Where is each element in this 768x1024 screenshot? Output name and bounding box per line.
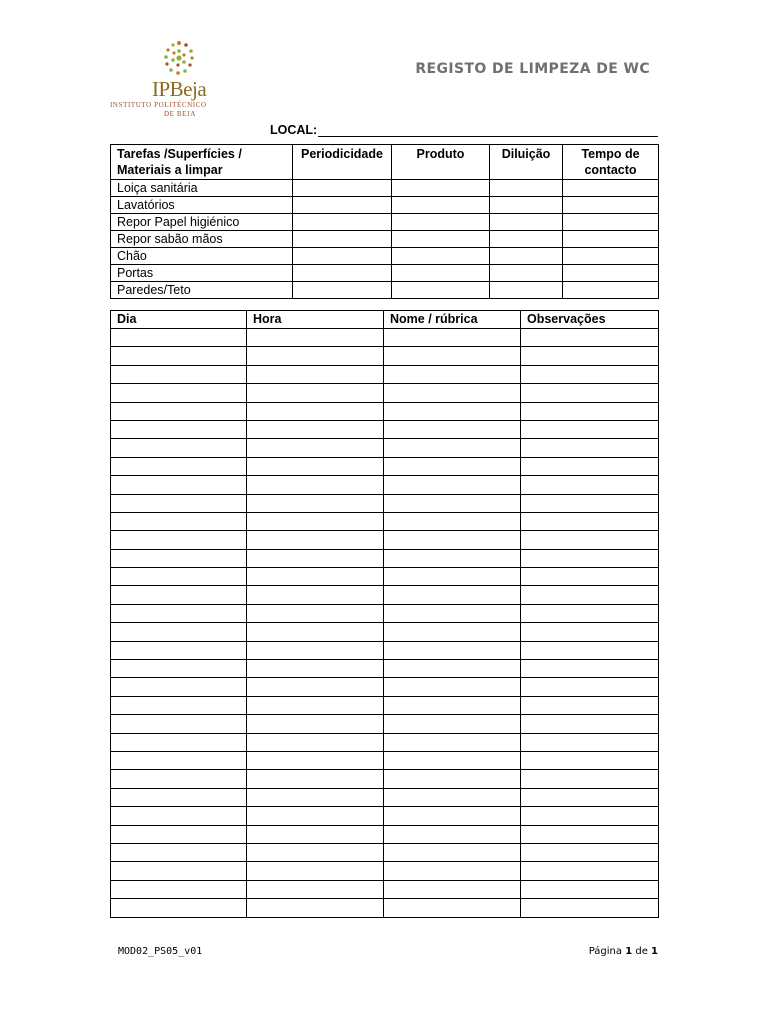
log-day-cell[interactable] <box>111 494 247 512</box>
log-notes-cell[interactable] <box>521 604 659 622</box>
log-row <box>111 549 659 567</box>
log-notes-cell[interactable] <box>521 623 659 641</box>
log-table-body <box>111 329 659 918</box>
log-notes-cell[interactable] <box>521 825 659 843</box>
task-dilution-cell[interactable] <box>490 248 563 265</box>
page-of: de <box>635 946 648 957</box>
header-tasks-line2: Materiais a limpar <box>117 163 223 177</box>
logo-name: IPBeja <box>152 77 207 101</box>
local-field <box>270 119 658 137</box>
log-name-cell[interactable] <box>384 751 521 769</box>
log-name-cell[interactable] <box>384 678 521 696</box>
log-day-cell[interactable] <box>111 586 247 604</box>
log-time-cell[interactable] <box>247 439 384 457</box>
header-time: Hora <box>247 311 384 329</box>
log-notes-cell[interactable] <box>521 770 659 788</box>
log-day-cell[interactable] <box>111 476 247 494</box>
log-day-cell[interactable] <box>111 751 247 769</box>
log-day-cell[interactable] <box>111 604 247 622</box>
log-row <box>111 623 659 641</box>
log-row <box>111 788 659 806</box>
task-name: Chão <box>111 248 293 265</box>
log-day-cell[interactable] <box>111 531 247 549</box>
log-time-cell[interactable] <box>247 715 384 733</box>
log-table-header-row <box>111 311 659 329</box>
task-row <box>111 248 659 265</box>
header-product: Produto <box>392 145 490 180</box>
log-day-cell[interactable] <box>111 807 247 825</box>
log-row <box>111 531 659 549</box>
log-notes-cell[interactable] <box>521 494 659 512</box>
log-notes-cell[interactable] <box>521 384 659 402</box>
log-name-cell[interactable] <box>384 696 521 714</box>
task-row <box>111 265 659 282</box>
task-name: Portas <box>111 265 293 282</box>
log-time-cell[interactable] <box>247 770 384 788</box>
form-code: MOD02_PS05_v01 <box>118 946 203 957</box>
log-row <box>111 733 659 751</box>
header-name-signature: Nome / rúbrica <box>384 311 521 329</box>
task-product-cell[interactable] <box>392 231 490 248</box>
log-time-cell[interactable] <box>247 751 384 769</box>
log-day-cell[interactable] <box>111 420 247 438</box>
log-day-cell[interactable] <box>111 733 247 751</box>
log-row <box>111 329 659 347</box>
header-contact-line2: contacto <box>584 163 637 177</box>
logo-subtitle-line1: INSTITUTO POLITÉCNICO <box>110 101 207 109</box>
log-time-cell[interactable] <box>247 586 384 604</box>
header-tasks <box>111 145 293 180</box>
log-name-cell[interactable] <box>384 586 521 604</box>
task-row <box>111 231 659 248</box>
log-day-cell[interactable] <box>111 457 247 475</box>
log-notes-cell[interactable] <box>521 660 659 678</box>
log-name-cell[interactable] <box>384 623 521 641</box>
log-notes-cell[interactable] <box>521 402 659 420</box>
log-notes-cell[interactable] <box>521 880 659 898</box>
task-row <box>111 197 659 214</box>
log-notes-cell[interactable] <box>521 641 659 659</box>
log-notes-cell[interactable] <box>521 457 659 475</box>
log-name-cell[interactable] <box>384 899 521 917</box>
task-row <box>111 214 659 231</box>
log-name-cell[interactable] <box>384 420 521 438</box>
log-notes-cell[interactable] <box>521 862 659 880</box>
log-notes-cell[interactable] <box>521 347 659 365</box>
log-day-cell[interactable] <box>111 347 247 365</box>
log-name-cell[interactable] <box>384 770 521 788</box>
log-row <box>111 420 659 438</box>
log-notes-cell[interactable] <box>521 365 659 383</box>
log-row <box>111 715 659 733</box>
task-dilution-cell[interactable] <box>490 214 563 231</box>
task-name: Repor Papel higiénico <box>111 214 293 231</box>
task-product-cell[interactable] <box>392 214 490 231</box>
log-time-cell[interactable] <box>247 329 384 347</box>
task-product-cell[interactable] <box>392 197 490 214</box>
log-name-cell[interactable] <box>384 880 521 898</box>
header-contact-line1: Tempo de <box>581 147 640 161</box>
task-periodicity-cell[interactable] <box>293 248 392 265</box>
log-notes-cell[interactable] <box>521 807 659 825</box>
log-day-cell[interactable] <box>111 384 247 402</box>
log-day-cell[interactable] <box>111 439 247 457</box>
task-periodicity-cell[interactable] <box>293 231 392 248</box>
task-contact-cell[interactable] <box>563 248 659 265</box>
log-time-cell[interactable] <box>247 568 384 586</box>
task-product-cell[interactable] <box>392 248 490 265</box>
log-row <box>111 494 659 512</box>
log-day-cell[interactable] <box>111 623 247 641</box>
task-contact-cell[interactable] <box>563 231 659 248</box>
header-day: Dia <box>111 311 247 329</box>
log-notes-cell[interactable] <box>521 531 659 549</box>
log-time-cell[interactable] <box>247 365 384 383</box>
log-time-cell[interactable] <box>247 696 384 714</box>
log-day-cell[interactable] <box>111 660 247 678</box>
log-row <box>111 439 659 457</box>
log-row <box>111 678 659 696</box>
task-contact-cell[interactable] <box>563 282 659 299</box>
header-periodicity: Periodicidade <box>293 145 392 180</box>
task-name: Paredes/Teto <box>111 282 293 299</box>
log-row <box>111 696 659 714</box>
log-row <box>111 457 659 475</box>
log-name-cell[interactable] <box>384 660 521 678</box>
log-row <box>111 751 659 769</box>
task-product-cell[interactable] <box>392 265 490 282</box>
ipbeja-logo <box>108 40 220 120</box>
log-row <box>111 402 659 420</box>
log-time-cell[interactable] <box>247 402 384 420</box>
log-row <box>111 862 659 880</box>
document-title: REGISTO DE LIMPEZA DE WC <box>415 61 650 77</box>
log-day-cell[interactable] <box>111 899 247 917</box>
log-name-cell[interactable] <box>384 439 521 457</box>
log-row <box>111 880 659 898</box>
header-notes: Observações <box>521 311 659 329</box>
log-time-cell[interactable] <box>247 384 384 402</box>
log-name-cell[interactable] <box>384 384 521 402</box>
log-name-cell[interactable] <box>384 862 521 880</box>
log-day-cell[interactable] <box>111 788 247 806</box>
log-name-cell[interactable] <box>384 347 521 365</box>
log-day-cell[interactable] <box>111 825 247 843</box>
log-day-cell[interactable] <box>111 365 247 383</box>
log-notes-cell[interactable] <box>521 733 659 751</box>
log-time-cell[interactable] <box>247 347 384 365</box>
log-time-cell[interactable] <box>247 807 384 825</box>
log-notes-cell[interactable] <box>521 329 659 347</box>
task-contact-cell[interactable] <box>563 180 659 197</box>
log-day-cell[interactable] <box>111 402 247 420</box>
log-row <box>111 660 659 678</box>
log-time-cell[interactable] <box>247 641 384 659</box>
log-row <box>111 604 659 622</box>
log-notes-cell[interactable] <box>521 549 659 567</box>
log-time-cell[interactable] <box>247 531 384 549</box>
ipbeja-dots-emblem-icon <box>162 40 196 78</box>
log-row <box>111 843 659 861</box>
header-contact-time <box>563 145 659 180</box>
page-total: 1 <box>651 946 658 957</box>
log-day-cell[interactable] <box>111 641 247 659</box>
log-name-cell[interactable] <box>384 568 521 586</box>
task-row <box>111 282 659 299</box>
log-name-cell[interactable] <box>384 843 521 861</box>
log-day-cell[interactable] <box>111 512 247 530</box>
log-time-cell[interactable] <box>247 623 384 641</box>
log-day-cell[interactable] <box>111 568 247 586</box>
log-day-cell[interactable] <box>111 862 247 880</box>
cleaning-log-table <box>110 310 659 918</box>
log-row <box>111 641 659 659</box>
logo-subtitle-line2: DE BEJA <box>164 110 197 118</box>
log-time-cell[interactable] <box>247 476 384 494</box>
log-time-cell[interactable] <box>247 843 384 861</box>
log-name-cell[interactable] <box>384 329 521 347</box>
log-time-cell[interactable] <box>247 457 384 475</box>
log-notes-cell[interactable] <box>521 899 659 917</box>
log-notes-cell[interactable] <box>521 568 659 586</box>
header-tasks-line1: Tarefas /Superfícies / <box>117 147 242 161</box>
log-time-cell[interactable] <box>247 862 384 880</box>
log-name-cell[interactable] <box>384 512 521 530</box>
log-time-cell[interactable] <box>247 604 384 622</box>
log-time-cell[interactable] <box>247 660 384 678</box>
local-label: LOCAL: <box>270 123 318 137</box>
log-name-cell[interactable] <box>384 715 521 733</box>
log-name-cell[interactable] <box>384 494 521 512</box>
page-label: Página <box>588 946 622 957</box>
task-product-cell[interactable] <box>392 180 490 197</box>
task-dilution-cell[interactable] <box>490 231 563 248</box>
log-row <box>111 347 659 365</box>
log-row <box>111 365 659 383</box>
log-time-cell[interactable] <box>247 788 384 806</box>
log-time-cell[interactable] <box>247 420 384 438</box>
log-notes-cell[interactable] <box>521 751 659 769</box>
task-dilution-cell[interactable] <box>490 265 563 282</box>
task-contact-cell[interactable] <box>563 197 659 214</box>
log-name-cell[interactable] <box>384 549 521 567</box>
page-current: 1 <box>625 946 633 957</box>
log-row <box>111 476 659 494</box>
log-name-cell[interactable] <box>384 641 521 659</box>
log-row <box>111 899 659 917</box>
log-notes-cell[interactable] <box>521 843 659 861</box>
log-time-cell[interactable] <box>247 880 384 898</box>
task-dilution-cell[interactable] <box>490 282 563 299</box>
log-notes-cell[interactable] <box>521 715 659 733</box>
task-periodicity-cell[interactable] <box>293 265 392 282</box>
log-row <box>111 825 659 843</box>
log-time-cell[interactable] <box>247 494 384 512</box>
log-notes-cell[interactable] <box>521 586 659 604</box>
log-time-cell[interactable] <box>247 549 384 567</box>
log-name-cell[interactable] <box>384 807 521 825</box>
task-dilution-cell[interactable] <box>490 180 563 197</box>
page-number <box>589 946 658 958</box>
log-name-cell[interactable] <box>384 825 521 843</box>
log-day-cell[interactable] <box>111 696 247 714</box>
task-periodicity-cell[interactable] <box>293 180 392 197</box>
task-periodicity-cell[interactable] <box>293 282 392 299</box>
log-row <box>111 807 659 825</box>
log-notes-cell[interactable] <box>521 512 659 530</box>
log-row <box>111 568 659 586</box>
log-time-cell[interactable] <box>247 512 384 530</box>
log-time-cell[interactable] <box>247 678 384 696</box>
log-name-cell[interactable] <box>384 457 521 475</box>
log-notes-cell[interactable] <box>521 788 659 806</box>
log-notes-cell[interactable] <box>521 696 659 714</box>
task-product-cell[interactable] <box>392 282 490 299</box>
task-periodicity-cell[interactable] <box>293 214 392 231</box>
log-name-cell[interactable] <box>384 365 521 383</box>
task-dilution-cell[interactable] <box>490 197 563 214</box>
log-row <box>111 384 659 402</box>
log-day-cell[interactable] <box>111 678 247 696</box>
log-notes-cell[interactable] <box>521 439 659 457</box>
log-name-cell[interactable] <box>384 788 521 806</box>
log-time-cell[interactable] <box>247 733 384 751</box>
task-row <box>111 180 659 197</box>
log-day-cell[interactable] <box>111 843 247 861</box>
log-row <box>111 770 659 788</box>
tasks-table-header-row <box>111 145 659 180</box>
task-contact-cell[interactable] <box>563 265 659 282</box>
task-contact-cell[interactable] <box>563 214 659 231</box>
log-name-cell[interactable] <box>384 531 521 549</box>
task-name: Lavatórios <box>111 197 293 214</box>
log-day-cell[interactable] <box>111 549 247 567</box>
log-name-cell[interactable] <box>384 476 521 494</box>
task-periodicity-cell[interactable] <box>293 197 392 214</box>
log-day-cell[interactable] <box>111 880 247 898</box>
task-name: Repor sabão mãos <box>111 231 293 248</box>
local-input-line[interactable] <box>318 122 658 137</box>
log-notes-cell[interactable] <box>521 476 659 494</box>
log-name-cell[interactable] <box>384 604 521 622</box>
header-dilution: Diluição <box>490 145 563 180</box>
log-name-cell[interactable] <box>384 733 521 751</box>
log-day-cell[interactable] <box>111 715 247 733</box>
log-day-cell[interactable] <box>111 770 247 788</box>
tasks-table <box>110 144 659 299</box>
log-notes-cell[interactable] <box>521 678 659 696</box>
log-notes-cell[interactable] <box>521 420 659 438</box>
log-time-cell[interactable] <box>247 825 384 843</box>
log-time-cell[interactable] <box>247 899 384 917</box>
log-row <box>111 586 659 604</box>
task-name: Loiça sanitária <box>111 180 293 197</box>
log-name-cell[interactable] <box>384 402 521 420</box>
log-day-cell[interactable] <box>111 329 247 347</box>
log-row <box>111 512 659 530</box>
